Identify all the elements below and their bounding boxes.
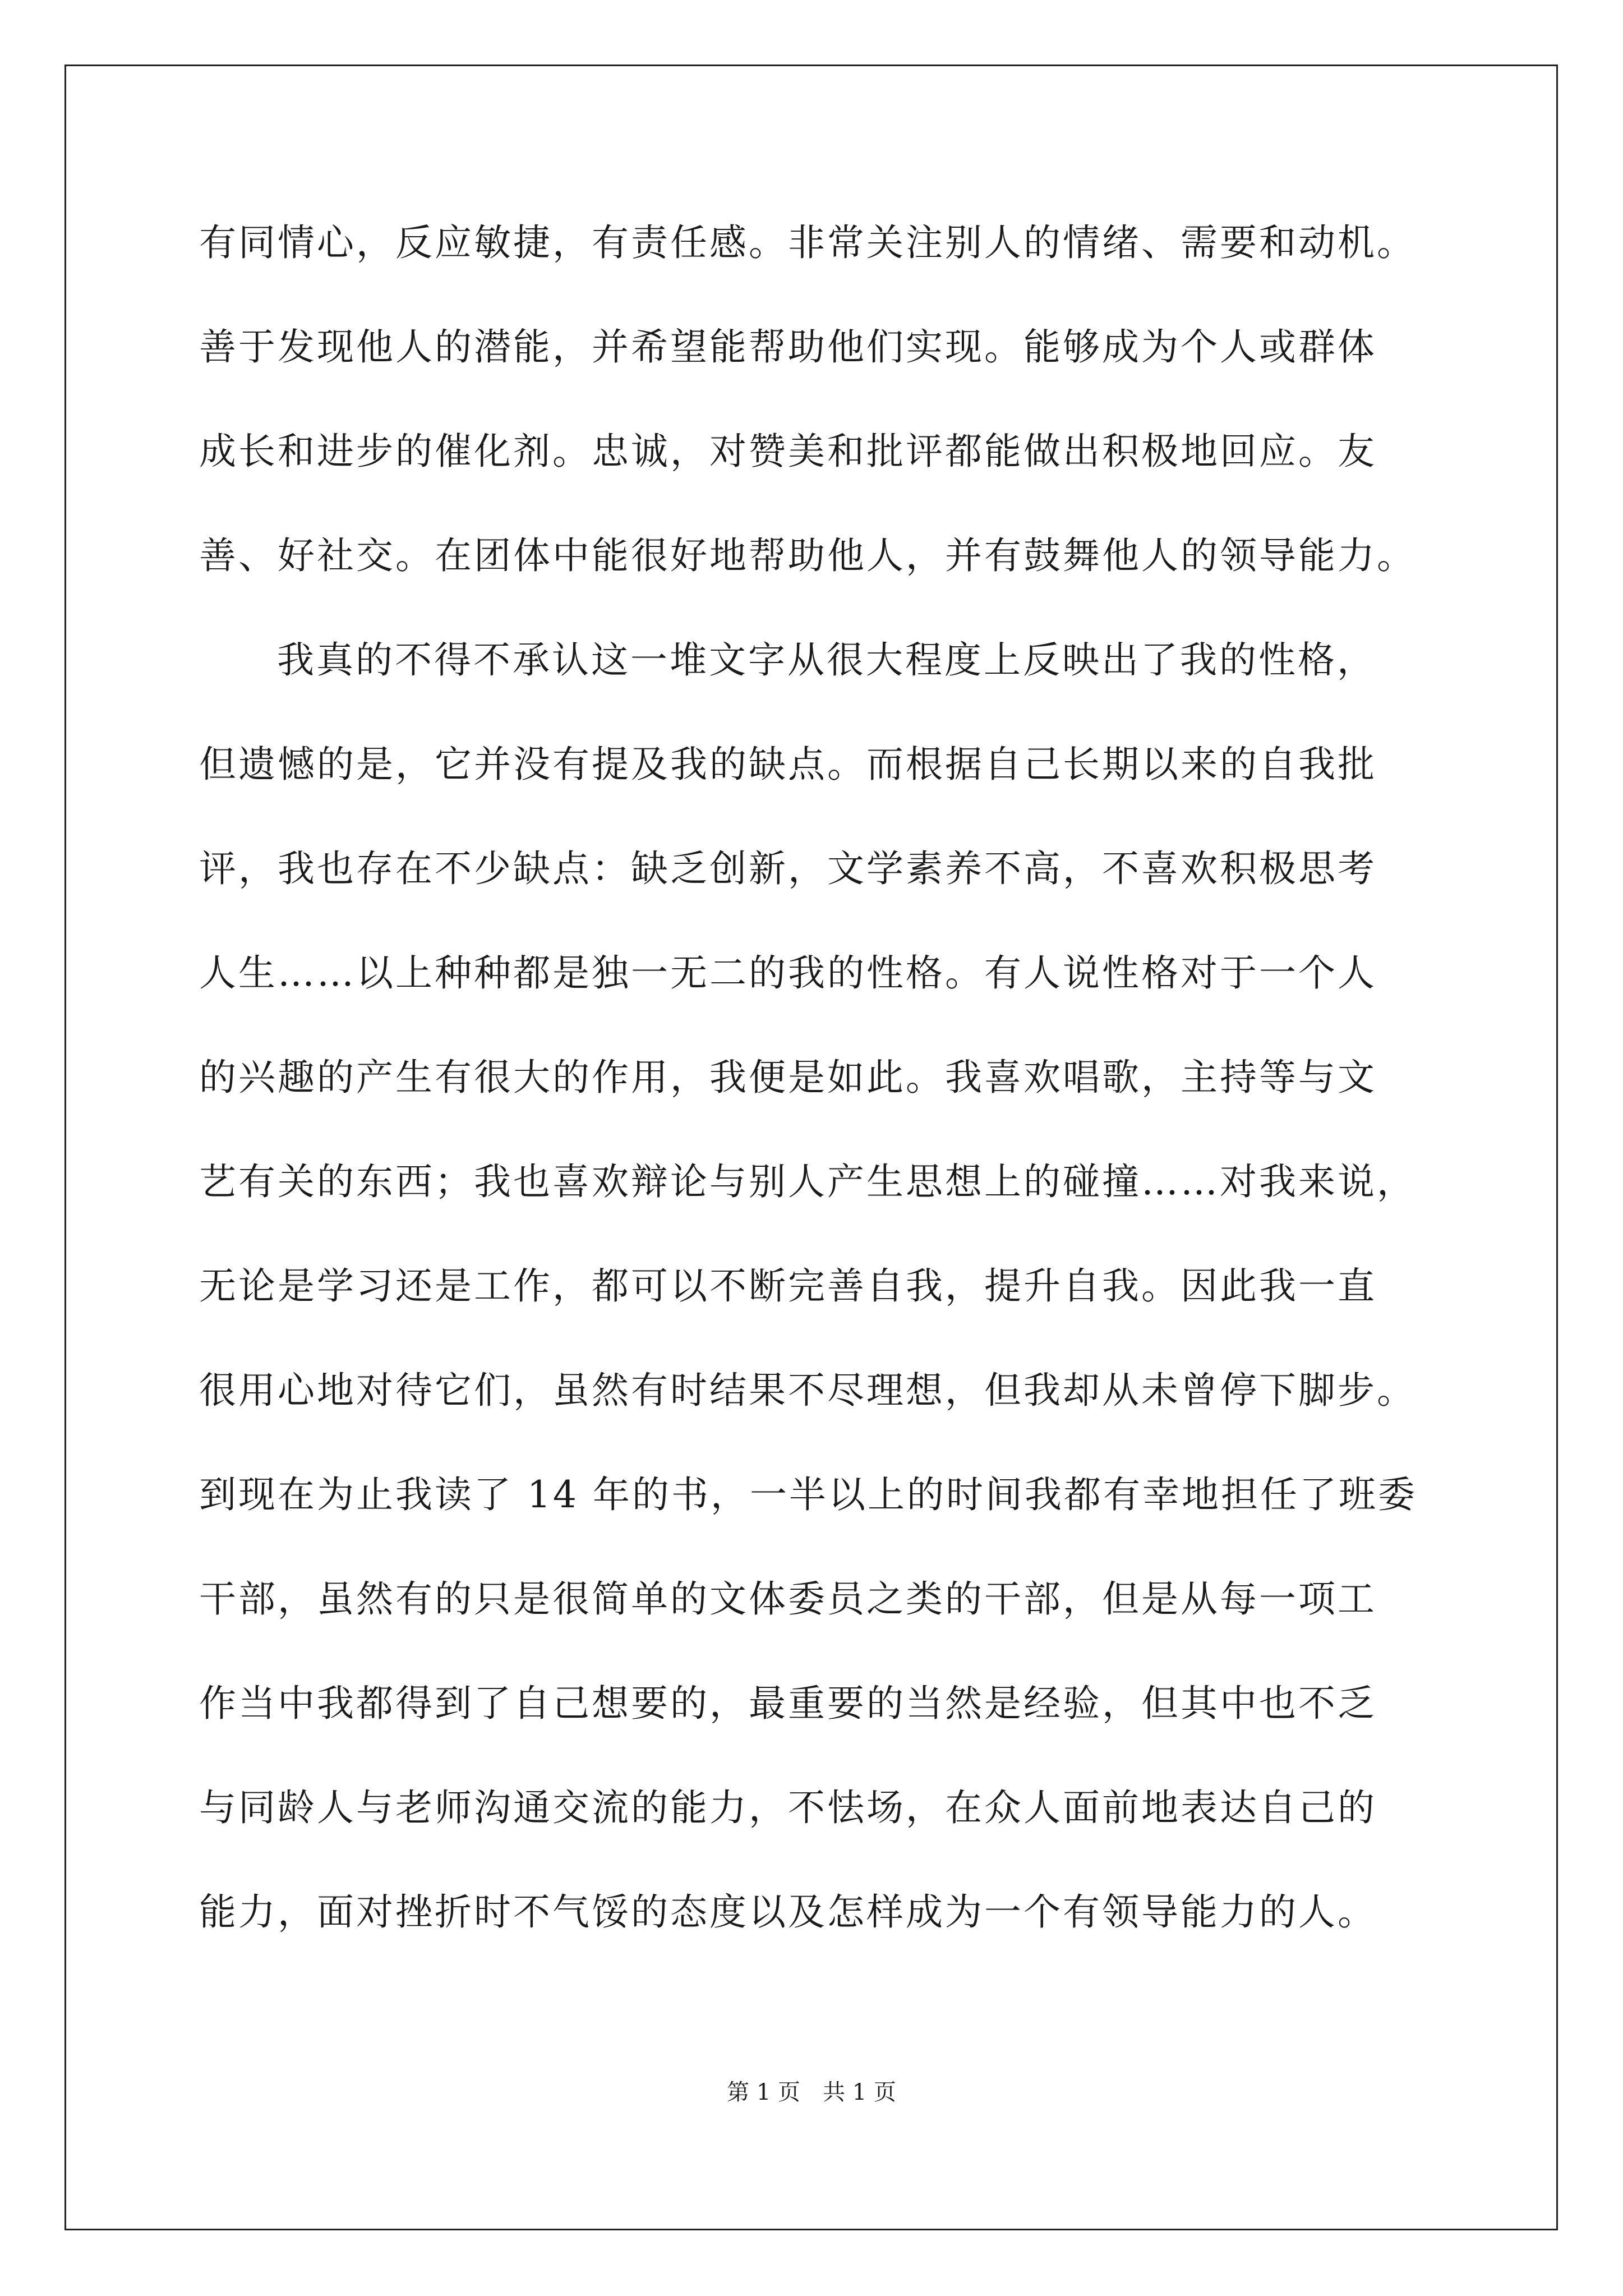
text-line: 善、好社交。在团体中能很好地帮助他人，并有鼓舞他人的领导能力。 [199, 534, 1416, 577]
text-line: 能力，面对挫折时不气馁的态度以及怎样成为一个有领导能力的人。 [199, 1890, 1377, 1934]
text-line: 有同情心，反应敏捷，有责任感。非常关注别人的情绪、需要和动机。 [199, 221, 1416, 264]
text-line: 成长和进步的催化剂。忠诚，对赞美和批评都能做出积极地回应。友 [199, 430, 1377, 473]
page-number-footer: 第 1 页 共 1 页 [727, 2079, 896, 2105]
text-line: 到现在为止我读了 14 年的书，一半以上的时间我都有幸地担任了班委 [199, 1473, 1417, 1516]
document-body [199, 191, 1427, 1964]
text-line: 但遗憾的是，它并没有提及我的缺点。而根据自己长期以来的自我批 [199, 743, 1377, 786]
text-line: 人生……以上种种都是独一无二的我的性格。有人说性格对于一个人 [199, 951, 1377, 995]
text-line: 善于发现他人的潜能，并希望能帮助他们实现。能够成为个人或群体 [199, 325, 1377, 369]
text-line: 干部，虽然有的只是很简单的文体委员之类的干部，但是从每一项工 [199, 1577, 1377, 1621]
text-line: 评，我也存在不少缺点：缺乏创新，文学素养不高，不喜欢积极思考 [199, 847, 1377, 890]
text-line: 作当中我都得到了自己想要的，最重要的当然是经验，但其中也不乏 [199, 1682, 1377, 1725]
text-line: 的兴趣的产生有很大的作用，我便是如此。我喜欢唱歌，主持等与文 [199, 1056, 1377, 1099]
paragraph-first-line: 我真的不得不承认这一堆文字从很大程度上反映出了我的性格， [277, 638, 1376, 682]
text-line: 艺有关的东西；我也喜欢辩论与别人产生思想上的碰撞……对我来说， [199, 1160, 1416, 1203]
text-line: 无论是学习还是工作，都可以不断完善自我，提升自我。因此我一直 [199, 1264, 1377, 1308]
text-line: 与同龄人与老师沟通交流的能力，不怯场，在众人面前地表达自己的 [199, 1786, 1377, 1829]
text-line: 很用心地对待它们，虽然有时结果不尽理想，但我却从未曾停下脚步。 [199, 1369, 1416, 1412]
